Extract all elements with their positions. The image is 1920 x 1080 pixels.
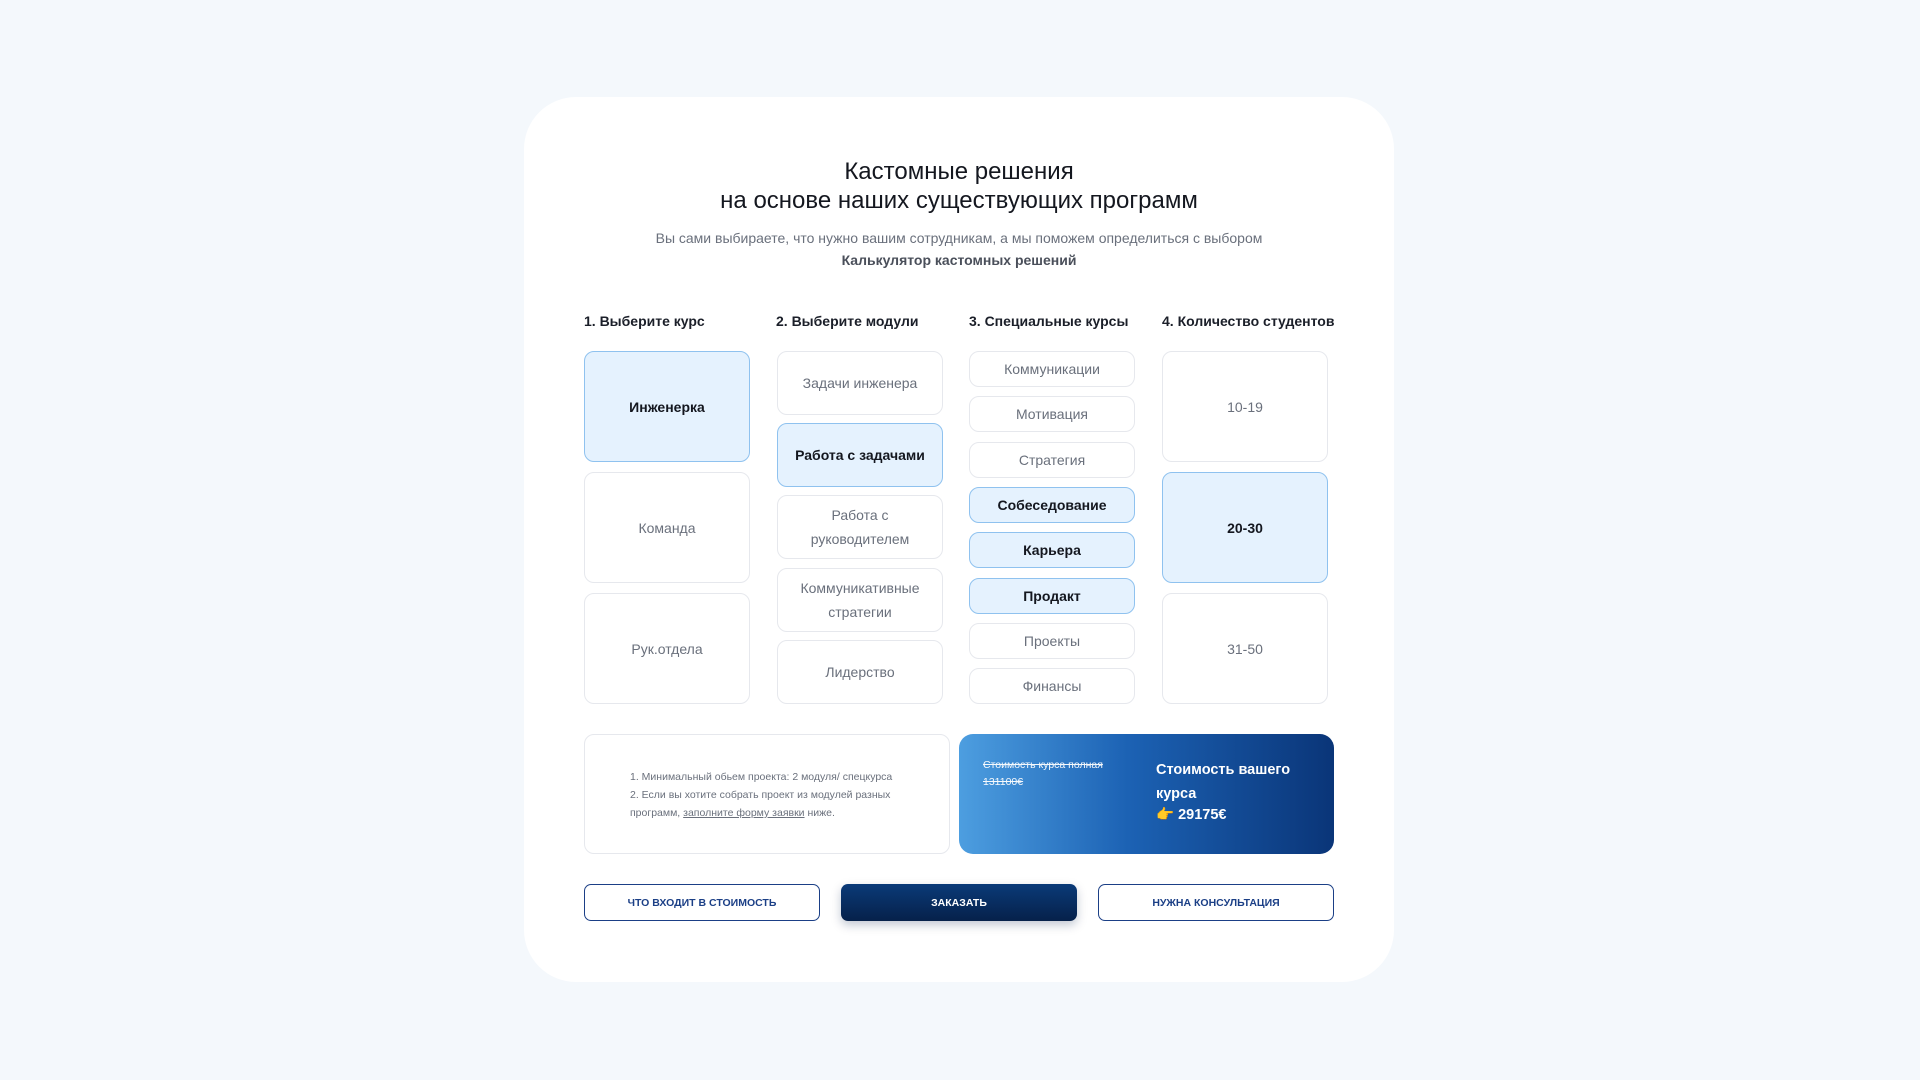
your-price-value: 👉 29175€	[1156, 807, 1227, 823]
application-form-link[interactable]: заполните форму заявки	[683, 807, 805, 819]
module-option-engineer-tasks[interactable]: Задачи инженера	[777, 351, 943, 415]
course-option-engineering[interactable]: Инженерка	[584, 351, 750, 462]
notes-box	[584, 734, 950, 854]
special-option-motivation[interactable]: Мотивация	[969, 396, 1135, 432]
module-option-working-with-manager[interactable]: Работа с руководителем	[777, 495, 943, 559]
full-price-label: Стоимость курса полная	[983, 759, 1103, 771]
special-option-projects[interactable]: Проекты	[969, 623, 1135, 659]
special-option-strategy[interactable]: Стратегия	[969, 442, 1135, 478]
special-option-communications[interactable]: Коммуникации	[969, 351, 1135, 387]
special-option-interview[interactable]: Собеседование	[969, 487, 1135, 523]
course-column-title: 1. Выберите курс	[584, 313, 705, 329]
whats-included-button[interactable]: ЧТО ВХОДИТ В СТОИМОСТЬ	[584, 884, 820, 921]
full-price-value: 131100€	[983, 776, 1024, 788]
note-line-1: 1. Минимальный обьем проекта: 2 модуля/ спецкурса	[630, 771, 893, 783]
modules-column-title: 2. Выберите модули	[776, 313, 919, 329]
module-option-communication-strategies[interactable]: Коммуникативные стратегии	[777, 568, 943, 632]
note-line-3	[630, 804, 929, 822]
your-price-label: Стоимость вашего курса	[1156, 762, 1291, 802]
students-option-31-50[interactable]: 31-50	[1162, 593, 1328, 704]
special-courses-column-title: 3. Специальные курсы	[969, 313, 1129, 329]
course-option-team[interactable]: Команда	[584, 472, 750, 583]
note-line-3-suffix: ниже.	[807, 807, 835, 819]
special-option-finance[interactable]: Финансы	[969, 668, 1135, 704]
page-title: Кастомные решения на основе наших существующих программ	[720, 158, 1198, 214]
special-option-product[interactable]: Продакт	[969, 578, 1135, 614]
module-option-leadership[interactable]: Лидерство	[777, 640, 943, 704]
order-button[interactable]: ЗАКАЗАТЬ	[841, 884, 1077, 921]
note-line-3-prefix: программ,	[630, 807, 681, 819]
calculator-caption: Калькулятор кастомных решений	[841, 252, 1077, 268]
calculator-card	[524, 97, 1394, 982]
price-panel	[959, 734, 1334, 854]
course-option-head-of-department[interactable]: Рук.отдела	[584, 593, 750, 704]
note-line-2: 2. Если вы хотите собрать проект из модулей разных	[630, 789, 891, 801]
special-option-career[interactable]: Карьера	[969, 532, 1135, 568]
students-column-title: 4. Количество студентов	[1162, 313, 1335, 329]
students-option-10-19[interactable]: 10-19	[1162, 351, 1328, 462]
students-option-20-30[interactable]: 20-30	[1162, 472, 1328, 583]
page-subtitle: Вы сами выбираете, что нужно вашим сотрудникам, а мы поможем определиться с выбором	[655, 230, 1263, 246]
consultation-button[interactable]: НУЖНА КОНСУЛЬТАЦИЯ	[1098, 884, 1334, 921]
module-option-working-with-tasks[interactable]: Работа с задачами	[777, 423, 943, 487]
